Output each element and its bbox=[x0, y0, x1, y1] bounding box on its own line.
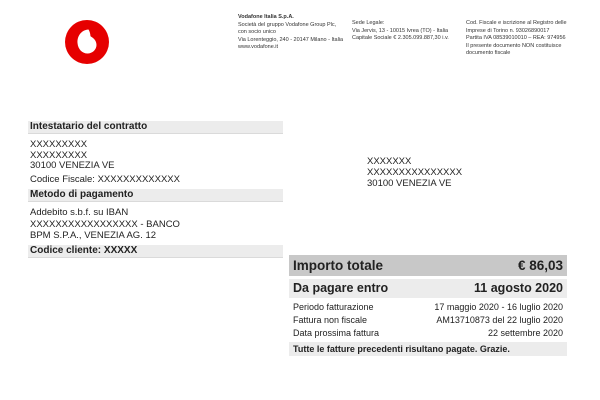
due-date: 11 agosto 2020 bbox=[474, 281, 563, 295]
detail-value: AM13710873 del 22 luglio 2020 bbox=[436, 315, 563, 325]
due-label: Da pagare entro bbox=[293, 281, 389, 295]
holder-heading: Intestatario del contratto bbox=[28, 121, 283, 134]
payment-status-note: Tutte le fatture precedenti risultano pagate. Grazie. bbox=[289, 342, 567, 356]
payment-method: Addebito s.b.f. su IBAN bbox=[30, 207, 129, 218]
legal-info bbox=[352, 20, 449, 43]
legal-line: Sede Legale: bbox=[352, 20, 385, 26]
vodafone-logo bbox=[57, 12, 117, 72]
fiscal-line: Imprese di Torino n. 93026890017 bbox=[466, 27, 550, 34]
total-label: Importo totale bbox=[293, 258, 383, 273]
address-line: 30100 VENEZIA VE bbox=[367, 178, 452, 189]
company-name: Vodafone Italia S.p.A. bbox=[238, 14, 294, 20]
due-row bbox=[289, 279, 567, 298]
invoice-summary bbox=[289, 255, 567, 356]
invoice-number-row bbox=[289, 314, 567, 327]
holder-address bbox=[30, 140, 115, 172]
client-code-label: Codice cliente: bbox=[30, 245, 102, 256]
client-code-value: XXXXX bbox=[103, 245, 138, 256]
detail-label: Data prossima fattura bbox=[293, 328, 380, 338]
payment-bank bbox=[30, 220, 180, 241]
company-line: Società del gruppo Vodafone Group Plc, bbox=[238, 21, 337, 28]
legal-line: Capitale Sociale € 2.305.099.887,30 i.v. bbox=[352, 35, 449, 42]
holder-line: XXXXXXXXX bbox=[30, 149, 88, 161]
recipient-address bbox=[367, 156, 462, 189]
tax-code-value: XXXXXXXXXXXXX bbox=[97, 174, 180, 185]
fiscal-line: Partita IVA 08539010010 – REA: 974956 bbox=[466, 35, 566, 42]
payment-heading: Metodo di pagamento bbox=[28, 189, 283, 202]
holder-line: XXXXXXXXX bbox=[30, 139, 88, 150]
company-info bbox=[238, 14, 343, 52]
fiscal-line: Cod. Fiscale e iscrizione al Registro delle bbox=[466, 20, 567, 26]
bank-line: XXXXXXXXXXXXXXXXX - BANCO bbox=[30, 219, 180, 230]
total-amount: € 86,03 bbox=[517, 258, 563, 273]
tax-code bbox=[30, 175, 180, 186]
detail-label: Fattura non fiscale bbox=[293, 315, 368, 325]
billing-period-row bbox=[289, 301, 567, 314]
detail-value: 17 maggio 2020 - 16 luglio 2020 bbox=[434, 302, 563, 312]
holder-line: 30100 VENEZIA VE bbox=[30, 160, 115, 171]
detail-value: 22 settembre 2020 bbox=[487, 328, 563, 338]
tax-code-label: Codice Fiscale: bbox=[30, 174, 95, 185]
summary-details bbox=[289, 301, 567, 340]
next-invoice-row bbox=[289, 327, 567, 340]
total-row bbox=[289, 255, 567, 276]
detail-label: Periodo fatturazione bbox=[293, 302, 374, 312]
client-code bbox=[28, 245, 283, 258]
legal-line: Via Jervis, 13 - 10015 Ivrea (TO) - Italia bbox=[352, 27, 449, 34]
company-website: www.vodafone.it bbox=[238, 44, 279, 51]
address-line: XXXXXXXXXXXXXXX bbox=[367, 167, 463, 178]
company-line: con socio unico bbox=[238, 29, 276, 36]
fiscal-info bbox=[466, 20, 567, 58]
company-line: Via Lorenteggio, 240 - 20147 Milano - Italia bbox=[238, 36, 344, 43]
bank-line: BPM S.P.A., VENEZIA AG. 12 bbox=[30, 229, 157, 241]
vodafone-speechmark-icon bbox=[57, 12, 117, 72]
address-line: XXXXXXX bbox=[367, 156, 412, 167]
fiscal-line: Il presente documento NON costituisce bbox=[466, 42, 562, 49]
fiscal-line: documento fiscale bbox=[466, 50, 511, 57]
